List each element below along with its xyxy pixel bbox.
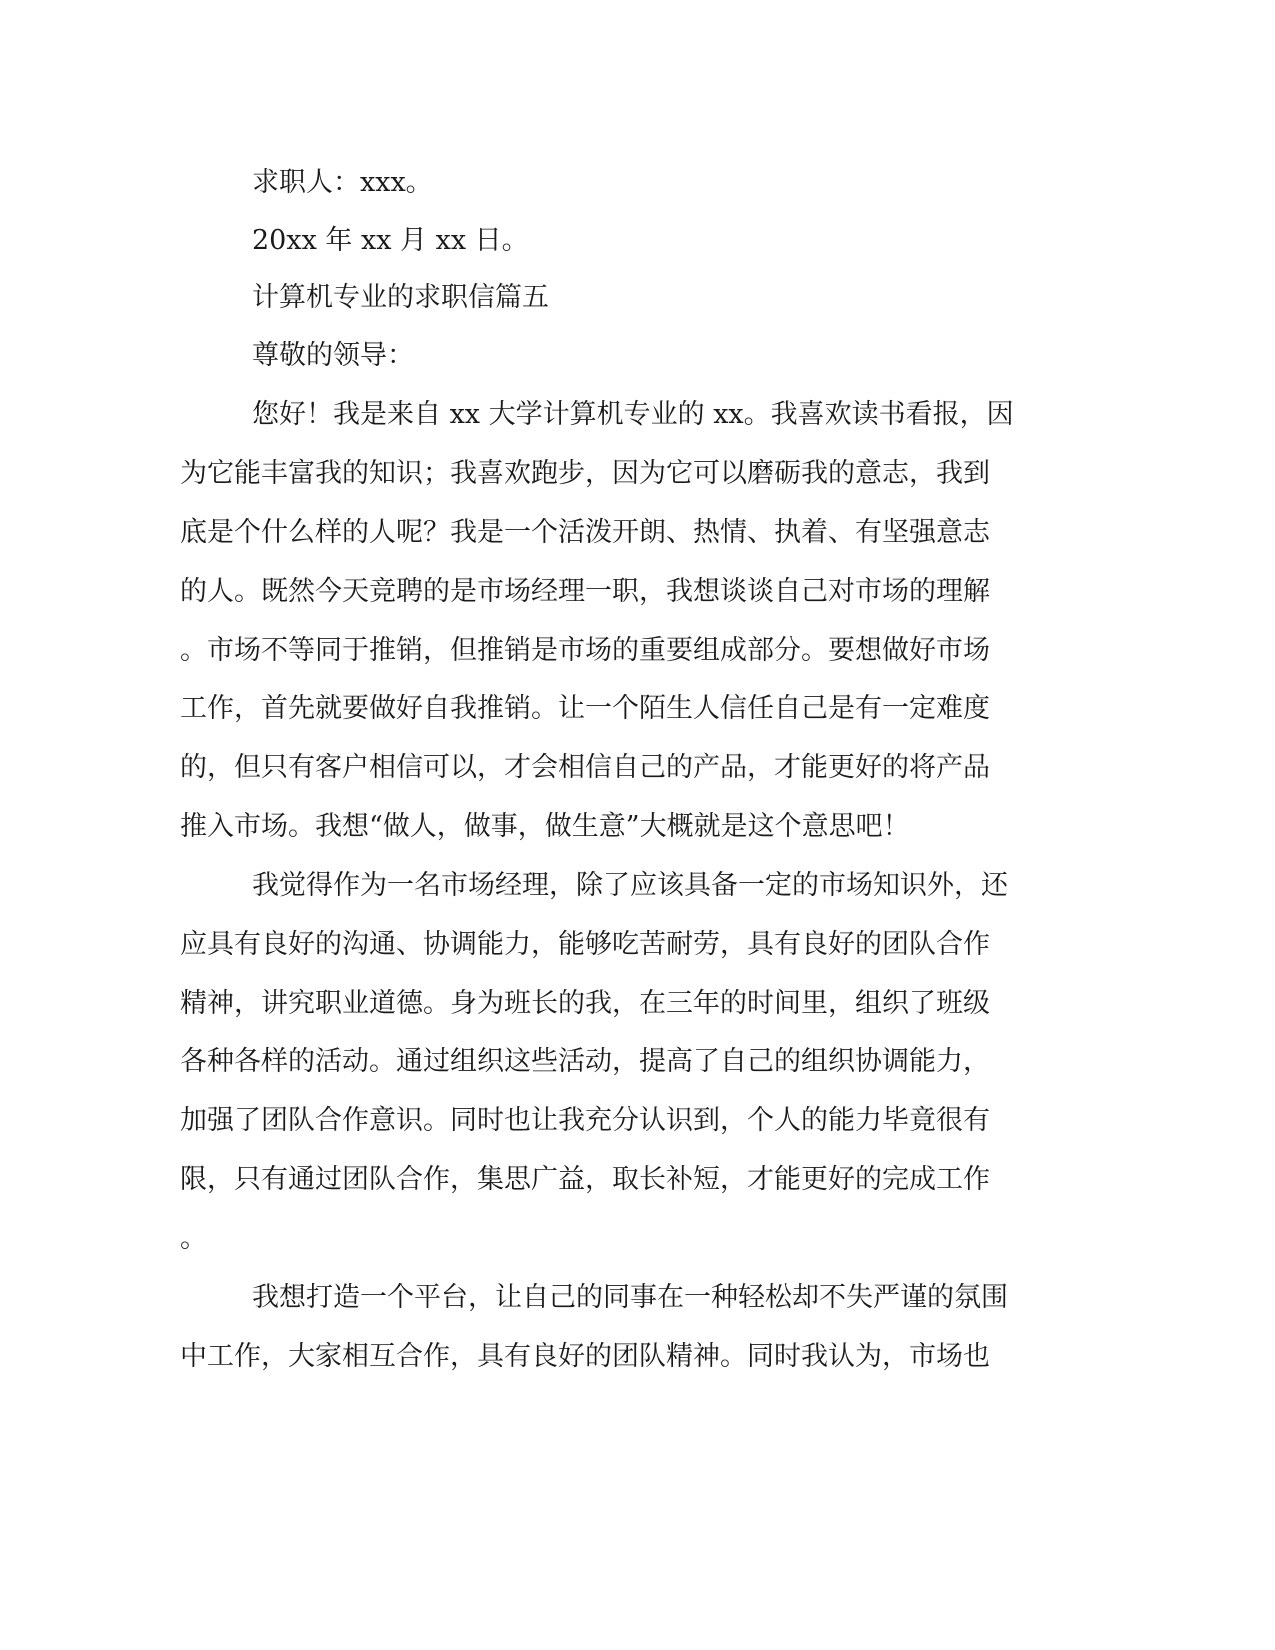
body-line: 推入市场。我想“做人，做事，做生意”大概就是这个意思吧！	[180, 811, 910, 842]
body-line: 的人。既然今天竞聘的是市场经理一职，我想谈谈自己对市场的理解	[180, 576, 990, 607]
body-line: 我觉得作为一名市场经理，除了应该具备一定的市场知识外，还	[252, 870, 1008, 901]
body-line: 中工作，大家相互合作，具有良好的团队精神。同时我认为，市场也	[180, 1341, 990, 1372]
body-line: 加强了团队合作意识。同时也让我充分认识到，个人的能力毕竟很有	[180, 1105, 990, 1136]
date-line: 20xx 年 xx 月 xx 日。	[252, 225, 529, 256]
body-line: 限，只有通过团队合作，集思广益，取长补短，才能更好的完成工作	[180, 1164, 990, 1195]
body-line: 您好！我是来自 xx 大学计算机专业的 xx。我喜欢读书看报，因	[252, 399, 1014, 430]
body-line: 底是个什么样的人呢？我是一个活泼开朗、热情、执着、有坚强意志	[180, 517, 990, 548]
section-heading: 计算机专业的求职信篇五	[252, 282, 549, 313]
body-line: 。	[180, 1223, 207, 1254]
body-line: 我想打造一个平台，让自己的同事在一种轻松却不失严谨的氛围	[252, 1282, 1008, 1313]
salutation: 尊敬的领导：	[252, 340, 414, 371]
body-line: 精神，讲究职业道德。身为班长的我，在三年的时间里，组织了班级	[180, 988, 990, 1019]
body-line: 工作，首先就要做好自我推销。让一个陌生人信任自己是有一定难度	[180, 693, 990, 724]
body-line: 各种各样的活动。通过组织这些活动，提高了自己的组织协调能力，	[180, 1046, 990, 1077]
body-line: 。市场不等同于推销，但推销是市场的重要组成部分。要想做好市场	[180, 635, 990, 666]
body-line: 的，但只有客户相信可以，才会相信自己的产品，才能更好的将产品	[180, 752, 990, 783]
signature-line: 求职人：xxx。	[252, 167, 433, 198]
body-line: 为它能丰富我的知识；我喜欢跑步，因为它可以磨砺我的意志，我到	[180, 458, 990, 489]
body-line: 应具有良好的沟通、协调能力，能够吃苦耐劳，具有良好的团队合作	[180, 929, 990, 960]
